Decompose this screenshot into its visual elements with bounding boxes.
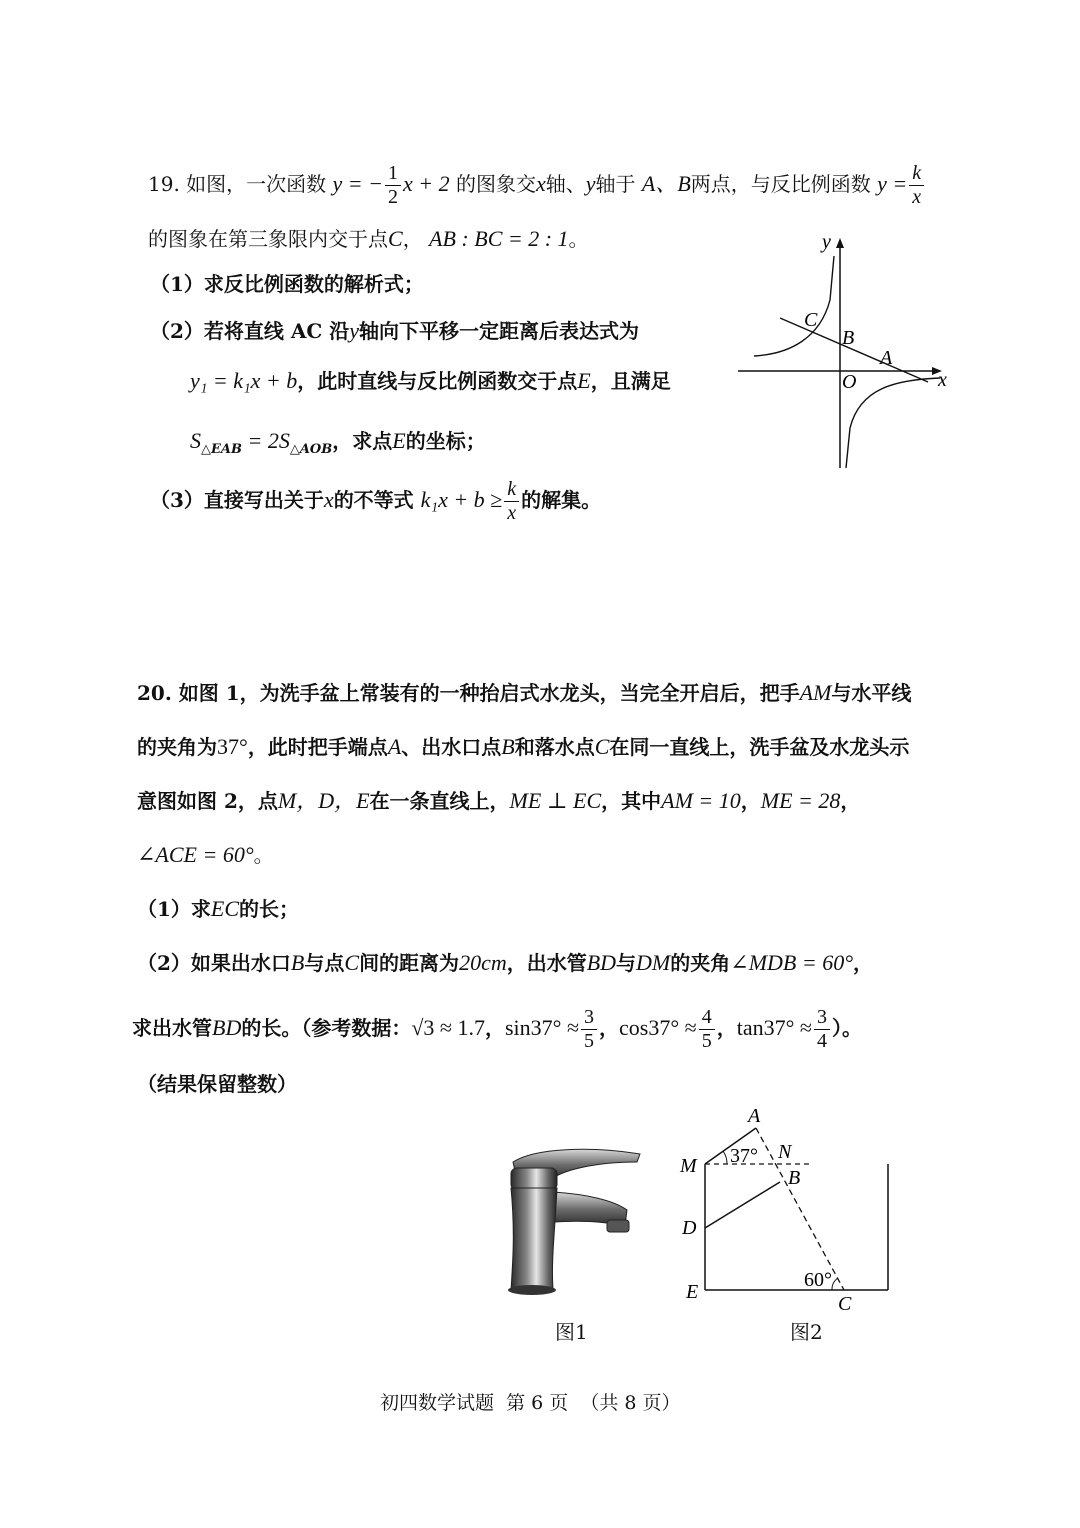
math: ME ⊥ EC	[509, 788, 602, 813]
math: S	[190, 428, 201, 453]
angle-arc-60	[832, 1278, 838, 1290]
text: ，	[840, 789, 861, 813]
den: x	[912, 186, 922, 208]
text: 的解集。	[521, 488, 602, 512]
math: = 2S	[241, 428, 290, 453]
text: 轴于	[595, 172, 636, 196]
segment-BD	[705, 1182, 780, 1228]
q20-part4: （结果保留整数）	[137, 1072, 297, 1096]
text: 与点	[304, 951, 345, 975]
text: ，	[853, 951, 873, 975]
math: tan37° ≈	[736, 1015, 812, 1040]
q19-line1	[148, 162, 926, 209]
den: 5	[584, 1030, 595, 1052]
faucet-nozzle	[607, 1220, 629, 1232]
text: ，此时把手端点	[247, 735, 388, 759]
fig2-label-B: B	[788, 1167, 801, 1189]
q19-part2-line3	[190, 428, 486, 458]
text: 20. 如图 1，为洗手盆上常装有的一种抬启式水龙头，当完全开启后，把手	[137, 681, 800, 705]
math: x	[323, 487, 334, 512]
sub: △EAB	[201, 442, 242, 457]
text: 与水平线	[831, 681, 912, 705]
math: C	[594, 734, 610, 759]
q20-line1	[137, 680, 911, 706]
q19-part2-line2	[190, 368, 671, 394]
q19-part2-line1	[150, 318, 639, 344]
text: （3）直接写出关于	[150, 488, 324, 512]
math: E	[392, 428, 406, 453]
q19-line2	[148, 226, 589, 252]
text: ，	[402, 227, 423, 251]
math: x	[535, 171, 546, 196]
graph-label-B: B	[842, 327, 855, 349]
math: AB : BC = 2 : 1	[429, 226, 569, 251]
text: ，其中	[601, 789, 662, 813]
fig2-label-60: 60°	[804, 1269, 832, 1291]
math: y₁ = k₁x + b	[190, 368, 298, 393]
fraction	[504, 478, 519, 525]
math: ∠ACE = 60°	[137, 842, 254, 867]
fig2-label-37: 37°	[730, 1145, 758, 1167]
num: 3	[814, 1006, 830, 1030]
num: k	[504, 478, 519, 502]
q20-part1	[137, 896, 299, 922]
math: E	[577, 368, 591, 393]
math: ME = 28	[760, 788, 841, 813]
math: B	[501, 734, 515, 759]
text: ）。	[831, 1016, 862, 1040]
hyperbola-branch-1st	[846, 378, 940, 468]
math: 20cm	[459, 950, 507, 975]
text: 轴向下平移一定距离后表达式为	[359, 319, 640, 343]
text: ，	[740, 789, 761, 813]
fig2-label-C: C	[838, 1293, 852, 1315]
text: ，求点	[332, 429, 393, 453]
text: 在一条直线上，	[369, 789, 510, 813]
math: y =	[877, 171, 908, 196]
hyperbola-branch-3rd	[754, 256, 834, 356]
math: y	[585, 171, 596, 196]
math: B	[290, 950, 305, 975]
math: y	[349, 318, 360, 343]
graph-label-y: y	[822, 231, 831, 253]
text: 的图象交	[455, 172, 536, 196]
text: 求出水管	[132, 1016, 212, 1040]
text: 19. 如图，一次函数	[148, 172, 327, 196]
num: 1	[385, 162, 401, 186]
text: 。	[253, 843, 274, 867]
math: k₁x + b ≥	[420, 487, 503, 512]
figure1-caption: 图1	[555, 1320, 588, 1344]
text: 和落水点	[514, 735, 595, 759]
math: sin37° ≈	[504, 1015, 580, 1040]
fraction	[581, 1006, 597, 1053]
math: ∠MDB = 60°	[730, 950, 853, 975]
figure2-caption: 图2	[790, 1320, 823, 1344]
fraction	[909, 162, 924, 209]
text: ，此时直线与反比例函数交于点	[297, 369, 578, 393]
text: 与	[616, 951, 637, 975]
math: cos37° ≈	[619, 1015, 697, 1040]
text: 的图象在第三象限内交于点	[148, 227, 388, 251]
faucet-body	[511, 1188, 557, 1290]
math: y = −	[332, 171, 383, 196]
math: M，D，E	[277, 788, 370, 813]
q20-line4	[137, 842, 274, 868]
math: AM	[799, 680, 832, 705]
q20-part2	[137, 950, 873, 976]
text: 。	[568, 227, 589, 251]
math: BD	[212, 1015, 242, 1040]
faucet-base	[508, 1285, 556, 1295]
text: 轴、	[545, 172, 586, 196]
math: BD	[586, 950, 617, 975]
q20-part3	[132, 1006, 862, 1053]
fraction	[814, 1006, 830, 1053]
text: （1）求	[137, 897, 211, 921]
math: DM	[636, 950, 671, 975]
text: 在同一直线上，洗手盆及水龙头示	[609, 735, 910, 759]
math: EC	[210, 896, 240, 921]
fraction	[699, 1006, 715, 1053]
text: 的夹角	[670, 951, 731, 975]
text: ，	[599, 1016, 620, 1040]
math: A、B	[641, 171, 691, 196]
sub: △AOB	[289, 442, 333, 457]
text: 的坐标；	[405, 429, 486, 453]
q19-graph	[730, 228, 960, 478]
num: 4	[699, 1006, 715, 1030]
graph-label-x: x	[938, 369, 947, 391]
math: A	[387, 734, 402, 759]
math: C	[388, 226, 403, 251]
fig2-label-A: A	[748, 1105, 761, 1127]
math: x + 2	[403, 171, 450, 196]
q20-line2	[137, 734, 909, 760]
q20-line3	[137, 788, 860, 814]
den: x	[507, 502, 517, 524]
text: ，且满足	[590, 369, 671, 393]
text: ，	[484, 1016, 505, 1040]
text: 的夹角为	[137, 735, 217, 759]
text: 的长；	[239, 897, 300, 921]
text: （2）若将直线 AC 沿	[150, 319, 350, 343]
page-footer: 初四数学试题 第 6 页 （共 8 页）	[380, 1392, 681, 1414]
faucet-figure	[495, 1140, 645, 1300]
q19-part3	[150, 478, 601, 525]
num: k	[909, 162, 924, 186]
text: （2）如果出水口	[137, 951, 291, 975]
math: √3 ≈ 1.7	[411, 1015, 485, 1040]
line-ABC	[756, 1128, 844, 1290]
fig2-label-M: M	[680, 1155, 697, 1177]
text: ，	[716, 1016, 737, 1040]
den: 2	[388, 186, 398, 208]
geometry-figure	[672, 1100, 912, 1320]
y-axis-arrow	[836, 238, 844, 248]
text: 的不等式	[333, 488, 414, 512]
text: 两点，与反比例函数	[690, 172, 871, 196]
text: 意图如图 2，点	[137, 789, 278, 813]
den: 5	[701, 1030, 712, 1052]
fraction	[385, 162, 401, 209]
graph-label-O: O	[842, 371, 857, 393]
graph-label-C: C	[804, 309, 818, 331]
math: 37°	[217, 734, 248, 759]
q19-part1: （1）求反比例函数的解析式；	[150, 272, 424, 296]
fig2-label-D: D	[682, 1217, 697, 1239]
text: 的长。（参考数据：	[241, 1016, 412, 1040]
math: C	[344, 950, 360, 975]
fig2-label-N: N	[778, 1141, 792, 1163]
math: AM = 10	[661, 788, 741, 813]
text: ，出水管	[506, 951, 587, 975]
graph-label-A: A	[880, 347, 893, 369]
text: 、出水口点	[401, 735, 502, 759]
faucet-cap	[511, 1168, 557, 1190]
den: 4	[816, 1030, 827, 1052]
angle-arc-37	[723, 1151, 727, 1164]
text: 间的距离为	[359, 951, 460, 975]
num: 3	[581, 1006, 597, 1030]
fig2-label-E: E	[686, 1281, 699, 1303]
